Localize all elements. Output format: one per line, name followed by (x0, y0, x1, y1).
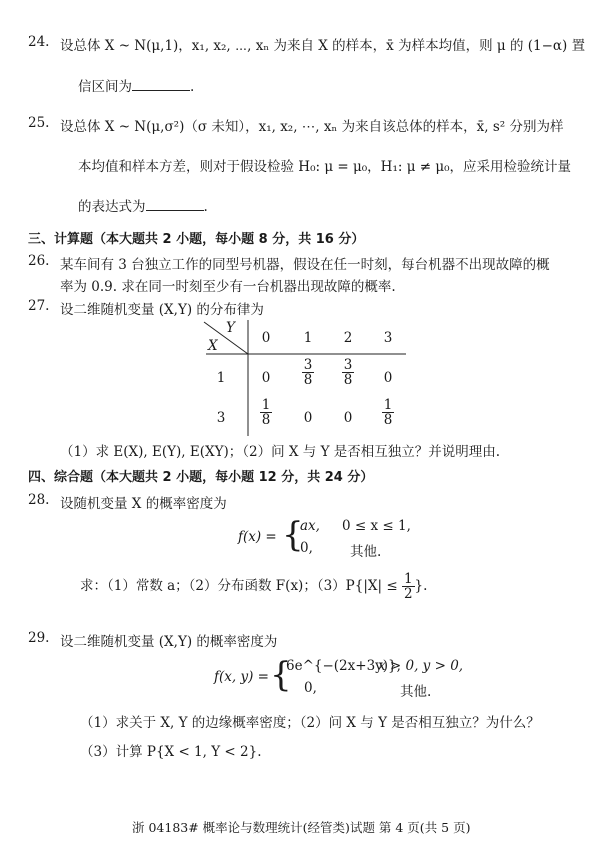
section4-title: 四、综合题（本大题共 2 小题，每小题 12 分，共 24 分） (28, 470, 374, 485)
q28-ask-suffix: }. (414, 578, 428, 594)
row1-col1-num: 3 (303, 357, 313, 373)
q26-number: 26. (28, 253, 50, 269)
row1-col2-den: 8 (343, 372, 353, 388)
q29-density-formula (214, 655, 464, 700)
q27-distribution-table (200, 318, 410, 438)
q25-answer-blank (146, 198, 204, 211)
q28-case2-cond: 其他. (350, 544, 382, 560)
row2-col0-num: 1 (261, 397, 271, 413)
col-header-2: 2 (343, 330, 353, 346)
table-corner-y: Y (226, 320, 235, 336)
table-corner-x: X (208, 338, 218, 354)
q24-answer-blank (132, 78, 190, 91)
q29-f-lhs: f(x, y) = (214, 669, 269, 685)
row-label-1: 1 (216, 370, 226, 386)
q24-line1: 设总体 X ~ N(μ,1)，x₁, x₂, ⋯, xₙ 为来自 X 的样本，x̄ 为样本均值，则 μ 的 (1−α) 置 (60, 38, 586, 54)
q28-ask-prefix: 求：（1）常数 a；（2）分布函数 F(x)；（3）P{|X| ≤ (80, 578, 398, 594)
q25-number: 25. (28, 115, 50, 131)
q28-ask-frac-num: 1 (403, 571, 413, 587)
row1-col2 (328, 358, 368, 387)
q25-line3 (78, 195, 208, 215)
q29-ask1: （1）求关于 X, Y 的边缘概率密度；（2）问 X 与 Y 是否相互独立？为什么？ (80, 715, 540, 731)
q28-brace: { (282, 515, 304, 555)
row2-col3-num: 1 (383, 397, 393, 413)
q24-line2-text: 信区间为 (78, 79, 132, 95)
q25-line2: 本均值和样本方差，则对于假设检验 H₀: μ = μ₀，H₁: μ ≠ μ₀，应采用检验统计量 (78, 159, 572, 175)
q29-case1-cond: x > 0, y > 0, (378, 658, 464, 674)
q27-line1: 设二维随机变量 (X,Y) 的分布律为 (60, 302, 264, 318)
q28-case1-expr: ax, (300, 518, 320, 534)
q25-line3-end: . (203, 199, 208, 215)
row1-col3: 0 (383, 370, 393, 386)
q27-question: （1）求 E(X), E(Y), E(XY)；（2）问 X 与 Y 是否相互独立？并说明理由. (60, 444, 501, 460)
row1-col1 (288, 358, 328, 387)
q25-line1: 设总体 X ~ N(μ,σ²)（σ 未知），x₁, x₂, ⋯, xₙ 为来自该总体的样本，x̄, s² 分别为样 (60, 119, 564, 135)
q26-line2: 率为 0.9. 求在同一时刻至少有一台机器出现故障的概率. (60, 279, 396, 295)
q24-number: 24. (28, 34, 50, 50)
row2-col1: 0 (303, 410, 313, 426)
row2-col3 (368, 398, 408, 427)
row1-col0: 0 (261, 370, 271, 386)
page-footer: 浙 04183# 概率论与数理统计(经管类)试题 第 4 页(共 5 页) (132, 820, 471, 835)
q28-case2-expr: 0, (300, 540, 313, 556)
row1-col1-den: 8 (303, 372, 313, 388)
col-header-0: 0 (261, 330, 271, 346)
col-header-3: 3 (383, 330, 393, 346)
q29-brace: { (270, 655, 292, 695)
q28-f-lhs: f(x) = (238, 529, 277, 545)
row2-col2: 0 (343, 410, 353, 426)
col-header-1: 1 (303, 330, 313, 346)
row1-col2-num: 3 (343, 357, 353, 373)
q26-line1: 某车间有 3 台独立工作的同型号机器，假设在任一时刻，每台机器不出现故障的概 (60, 257, 550, 273)
q29-ask2: （3）计算 P{X < 1, Y < 2}. (80, 744, 262, 760)
q28-number: 28. (28, 492, 50, 508)
q28-ask-frac-den: 2 (403, 586, 413, 602)
q27-number: 27. (28, 298, 50, 314)
q25-line3-text: 的表达式为 (78, 199, 146, 215)
q29-case1-expr: 6e^{−(2x+3y)}, (286, 658, 401, 674)
q28-ask (80, 572, 427, 601)
q29-case2-cond: 其他. (400, 684, 432, 700)
q24-line2 (78, 75, 194, 95)
q29-case2-expr: 0, (304, 680, 317, 696)
q28-line1: 设随机变量 X 的概率密度为 (60, 496, 227, 512)
q24-line2-end: . (190, 79, 195, 95)
section3-title: 三、计算题（本大题共 2 小题，每小题 8 分，共 16 分） (28, 232, 365, 247)
q28-case1-cond: 0 ≤ x ≤ 1, (342, 518, 411, 534)
row2-col0 (246, 398, 286, 427)
q29-number: 29. (28, 630, 50, 646)
row2-col3-den: 8 (383, 412, 393, 428)
q28-density-formula (238, 516, 418, 560)
row-label-3: 3 (216, 410, 226, 426)
row2-col0-den: 8 (261, 412, 271, 428)
q29-line1: 设二维随机变量 (X,Y) 的概率密度为 (60, 634, 278, 650)
